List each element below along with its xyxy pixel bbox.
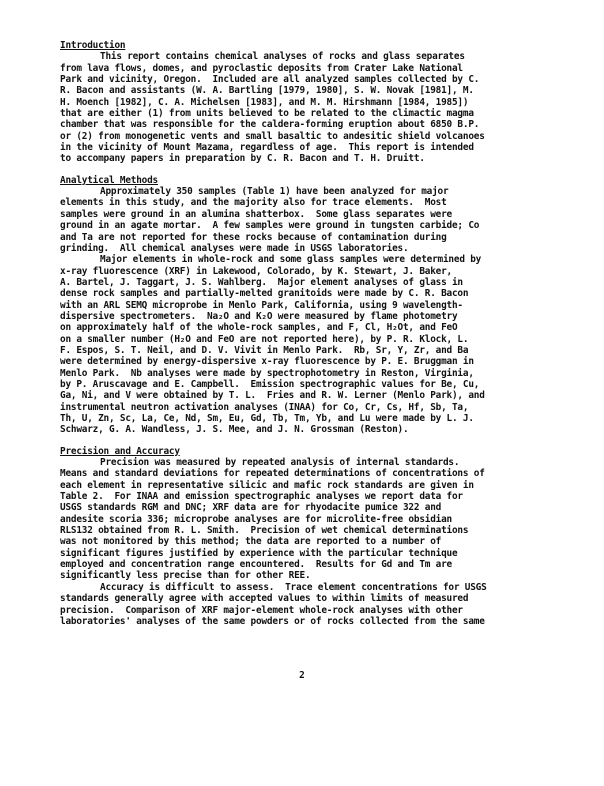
text-line: with an ARL SEMQ microprobe in Menlo Park, California, using 9 wavelength- [60, 299, 463, 311]
text-line: samples were ground in an alumina shatterbox. Some glass separates were [60, 208, 452, 220]
text-line: or (2) from monogenetic vents and small basaltic to andesitic shield volcanoes [60, 130, 485, 142]
text-line: each element in representative silicic and mafic rock standards are given in [60, 479, 474, 491]
text-line: USGS standards RGM and DNC; XRF data are for rhyodacite pumice 322 and [60, 502, 442, 514]
section-body [60, 457, 550, 627]
text-line: Menlo Park. Nb analyses were made by spectrophotometry in Reston, Virginia, [60, 367, 474, 379]
text-line: A. Bartel, J. Taggart, J. S. Wahlberg. Major element analyses of glass in [60, 276, 463, 288]
text-line: and Ta are not reported for these rocks because of contamination during [60, 231, 447, 243]
text-line: R. Bacon and assistants (W. A. Bartling [1979, 1980], S. W. Novak [1981], M. [60, 85, 474, 97]
text-line: significant figures justified by experience with the particular technique [60, 547, 458, 559]
text-line: Approximately 350 samples (Table 1) have been analyzed for major [100, 186, 449, 198]
section-heading: Introduction [60, 40, 126, 51]
text-line: on approximately half of the whole-rock samples, and F, Cl, H₂Ot, and FeO [60, 322, 458, 334]
text-line: that are either (1) from units believed to be related to the climactic magma [60, 108, 474, 120]
text-line: H. Moench [1982], C. A. Michelsen [1983], and M. M. Hirshmann [1984, 1985]) [60, 96, 469, 108]
text-line: significantly less precise than for other REE. [60, 570, 311, 582]
text-line: Th, U, Zn, Sc, La, Ce, Nd, Sm, Eu, Gd, Tb, Tm, Yb, and Lu were made by L. J. [60, 413, 474, 424]
section-precision-and-accuracy [60, 446, 550, 628]
text-line: precision. Comparison of XRF major-element whole-rock analyses with other [60, 604, 463, 616]
text-line: employed and concentration range encountered. Results for Gd and Tm are [60, 559, 452, 571]
text-line: standards generally agree with accepted values to within limits of measured [60, 593, 469, 605]
section-heading: Analytical Methods [60, 174, 158, 186]
text-line: grinding. All chemical analyses were made in USGS laboratories. [60, 242, 409, 254]
text-line: on a smaller number (H₂O and FeO are not reported here), by P. R. Klock, L. [60, 333, 469, 345]
text-line: dispersive spectrometers. Na₂O and K₂O were measured by flame photometry [60, 310, 458, 322]
section-analytical-methods [60, 175, 550, 436]
text-line: was not monitored by this method; the data are reported to a number of [60, 536, 442, 548]
page-number: 2 [299, 670, 305, 681]
text-line: were determined by energy-dispersive x-ray fluorescence by P. E. Bruggman in [60, 356, 474, 368]
section-body [60, 51, 550, 164]
text-line: in the vicinity of Mount Mazama, regardless of age. This report is intended [60, 142, 474, 154]
section-body [60, 186, 550, 436]
section-introduction [60, 40, 550, 165]
text-line: instrumental neutron activation analyses (INAA) for Co, Cr, Cs, Hf, Sb, Ta, [60, 401, 469, 413]
text-line: Schwarz, G. A. Wandless, J. S. Mee, and J. N. Grossman (Reston). [60, 424, 409, 436]
text-line: Table 2. For INAA and emission spectrographic analyses we report data for [60, 491, 463, 503]
text-line: elements in this study, and the majority also for trace elements. Most [60, 197, 447, 209]
text-line: Major elements in whole-rock and some glass samples were determined by [100, 254, 482, 266]
text-line: Ga, Ni, and V were obtained by T. L. Fries and R. W. Lerner (Menlo Park), and [60, 390, 485, 402]
text-line: This report contains chemical analyses of rocks and glass separates [100, 51, 465, 63]
text-line: Accuracy is difficult to assess. Trace element concentrations for USGS [100, 581, 487, 593]
text-line: F. Espos, S. T. Neil, and D. V. Vivit in Menlo Park. Rb, Sr, Y, Zr, and Ba [60, 344, 469, 356]
text-line: chamber that was responsible for the caldera-forming eruption about 6850 B.P. [60, 119, 480, 131]
text-line: by P. Aruscavage and E. Campbell. Emission spectrographic values for Be, Cu, [60, 378, 480, 390]
text-line: RLS132 obtained from R. L. Smith. Precision of wet chemical determinations [60, 525, 469, 537]
text-line: Park and vicinity, Oregon. Included are all analyzed samples collected by C. [60, 74, 480, 86]
text-line: Means and standard deviations for repeated determinations of concentrations of [60, 468, 485, 480]
text-line: from lava flows, domes, and pyroclastic deposits from Crater Lake National [60, 62, 463, 74]
text-line: Precision was measured by repeated analysis of internal standards. [100, 457, 460, 469]
text-line: dense rock samples and partially-melted granitoids were made by C. R. Bacon [60, 288, 469, 300]
text-line: ground in an agate mortar. A few samples were ground in tungsten carbide; Co [60, 220, 480, 232]
text-line: x-ray fluorescence (XRF) in Lakewood, Colorado, by K. Stewart, J. Baker, [60, 265, 452, 277]
section-heading: Precision and Accuracy [60, 445, 180, 457]
text-line: to accompany papers in preparation by C. R. Bacon and T. H. Druitt. [60, 153, 425, 165]
text-line: laboratories' analyses of the same powders or of rocks collected from the same [60, 615, 485, 627]
document-page [60, 40, 550, 637]
text-line: andesite scoria 336; microprobe analyses are for microlite-free obsidian [60, 513, 452, 525]
